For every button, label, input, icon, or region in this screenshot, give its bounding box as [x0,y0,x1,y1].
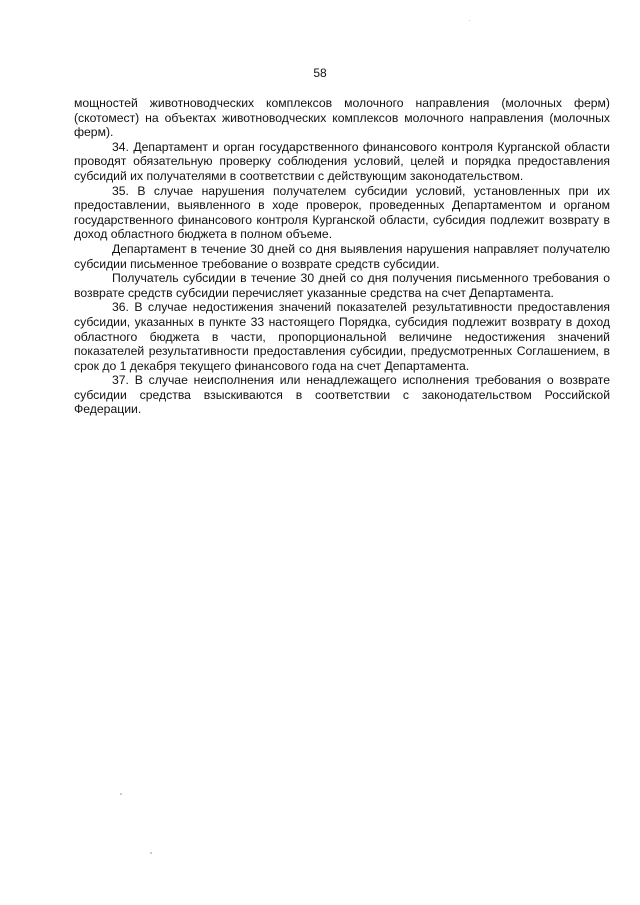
document-body [74,96,610,417]
scan-speck [120,793,122,795]
paragraph-34: 34. Департамент и орган государственного финансового контроля Курганской области проводят обязательную проверку соблюдения условий, целей и порядка предоставления субсидий их получателями в соответствии с действующим законодательством. [74,139,610,183]
paragraph-35: 35. В случае нарушения получателем субсидии условий, установленных при их предоставлении, выявленного в ходе проверок, проведенных Департаментом и органом государственного финансового контроля Курганской области, субсидия подлежит возврату в доход областного бюджета в полном объеме. [74,183,610,242]
scan-speck [150,852,152,854]
page-number: 58 [313,66,327,80]
paragraph-37: 37. В случае неисполнения или ненадлежащего исполнения требования о возврате субсидии средства взыскиваются в соответствии с законодательством Российской Федерации. [74,373,610,417]
scan-speck [469,20,470,21]
paragraph-36: 36. В случае недостижения значений показателей результативности предоставления субсидии, указанных в пункте 33 настоящего Порядка, субсидия подлежит возврату в доход областного бюджета в части, пропорциональной величине недостижения значений показателей результативности предоставления субсидии, предусмотренных Соглашением, в срок до 1 декабря текущего финансового года на счет Департамента. [74,300,610,373]
paragraph-35-notice: Департамент в течение 30 дней со дня выявления нарушения направляет получателю субсидии письменное требование о возврате средств субсидии. [74,241,610,271]
paragraph-35-refund: Получатель субсидии в течение 30 дней со дня получения письменного требования о возврате средств субсидии перечисляет указанные средства на счет Департамента. [74,271,610,300]
paragraph-continuation: мощностей животноводческих комплексов молочного направления (молочных ферм) (скотомест) на объектах животноводческих комплексов молочного направления (молочных ферм). [74,96,610,140]
